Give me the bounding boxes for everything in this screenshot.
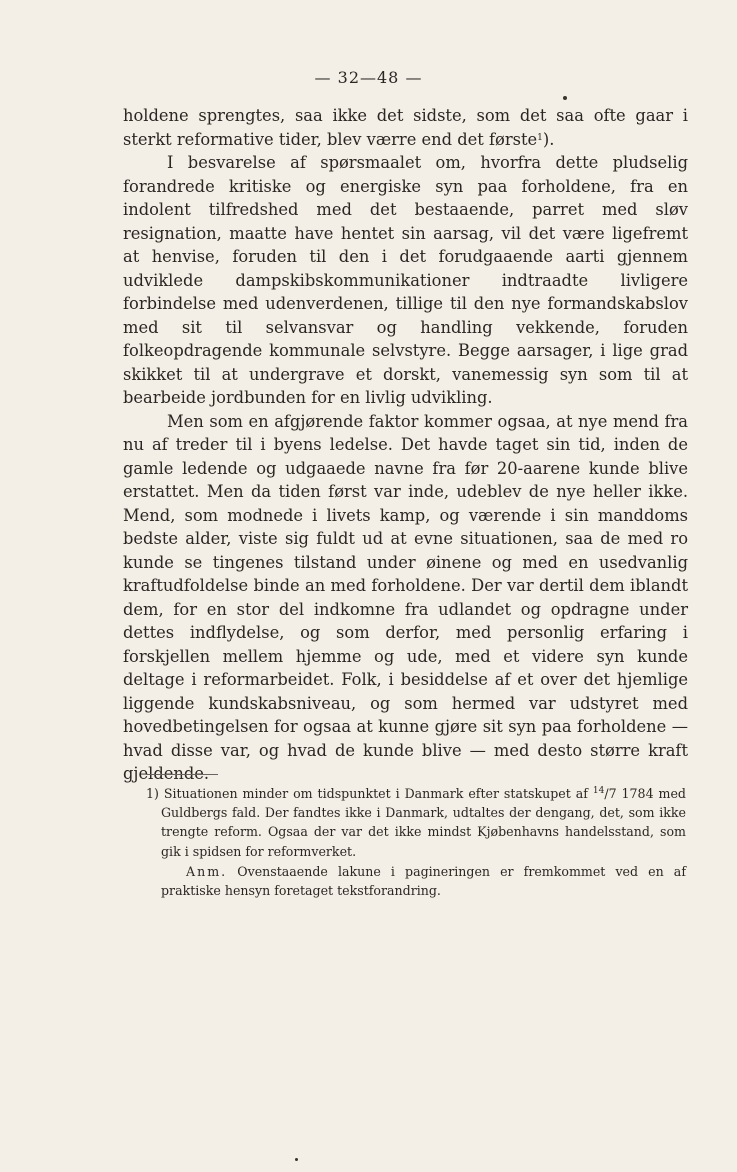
footnote-1-date-sup: 14 xyxy=(592,786,605,796)
paragraph-1 xyxy=(123,104,688,151)
footnote-1 xyxy=(146,784,686,861)
footnote-divider xyxy=(146,774,218,775)
page-number-header: — 32—48 — xyxy=(314,68,423,87)
footnotes xyxy=(146,784,686,900)
annotation-text: Ovenstaaende lakune i pagineringen er fremkommet ved en af praktiske hensyn foretaget tekstforandring. xyxy=(161,863,686,899)
print-speck xyxy=(563,96,567,100)
annotation-note xyxy=(146,862,686,900)
footnote-reference: 1 xyxy=(537,132,543,143)
footnote-1-text-rest: /7 1784 med Guldbergs fald. Der fandtes ikke i Danmark, udtaltes der dengang, det, som ikke trengte reform. Ogsaa der var det ikke mindst Kjøbenhavns handelsstand, som gik i spidsen for reformverket. xyxy=(161,786,686,859)
footnote-1-marker: 1) xyxy=(146,786,159,801)
paragraph-1-text: holdene sprengtes, saa ikke det sidste, som det saa ofte gaar i sterkt reformative tider, blev værre end det første xyxy=(123,106,688,149)
footnote-1-text: Situationen minder om tidspunktet i Danmark efter statskupet af xyxy=(163,786,588,801)
paragraph-1-end: ). xyxy=(542,129,555,149)
paragraph-2: I besvarelse af spørsmaalet om, hvorfra dette pludselig forandrede kritiske og energiske syn paa forholdene, fra en indolent tilfredshed med det bestaaende, parret med sløv resignation, maatte have hentet sin aarsag, vil det være ligefremt at henvise, foruden til den i det forudgaaende aarti gjennem udviklede dampskibskommunikationer indtraadte livligere forbindelse med udenverdenen, tillige til den nye formandskabslov med sit til selvansvar og handling vekkende, foruden folkeopdragende kommunale selvstyre. Begge aarsager, i lige grad skikket til at undergrave et dorskt, vanemessig syn som til at bearbeide jordbunden for en livlig udvikling. xyxy=(123,153,688,407)
print-speck xyxy=(295,1158,298,1161)
paragraph-3: Men som en afgjørende faktor kommer ogsaa, at nye mend fra nu af treder til i byens ledelse. Det havde taget sin tid, inden de gamle ledende og udgaaede navne fra før 20-aarene kunde blive erstattet. Men da tiden først var inde, udeblev de nye heller ikke. Mend, som modnede i livets kamp, og værende i sin manddoms bedste alder, viste sig fuldt ud at evne situationen, saa de med ro kunde se tingenes tilstand under øinene og med en usedvanlig kraftudfoldelse binde an med forholdene. Der var dertil dem iblandt dem, for en stor del indkomne fra udlandet og opdragne under dettes indflydelse, og som derfor, med personlig erfaring i forskjellen mellem hjemme og ude, med et videre syn kunde deltage i reformarbeidet. Folk, i besiddelse af et over det hjemlige liggende kundskabsniveau, og som hermed var udstyret med hovedbetingelsen for ogsaa at kunne gjøre sit syn paa forholdene — hvad disse var, og hvad de kunde blive — med desto større kraft gjeldende. xyxy=(123,411,688,783)
annotation-label: Anm. xyxy=(186,863,228,879)
body-text xyxy=(123,104,688,786)
